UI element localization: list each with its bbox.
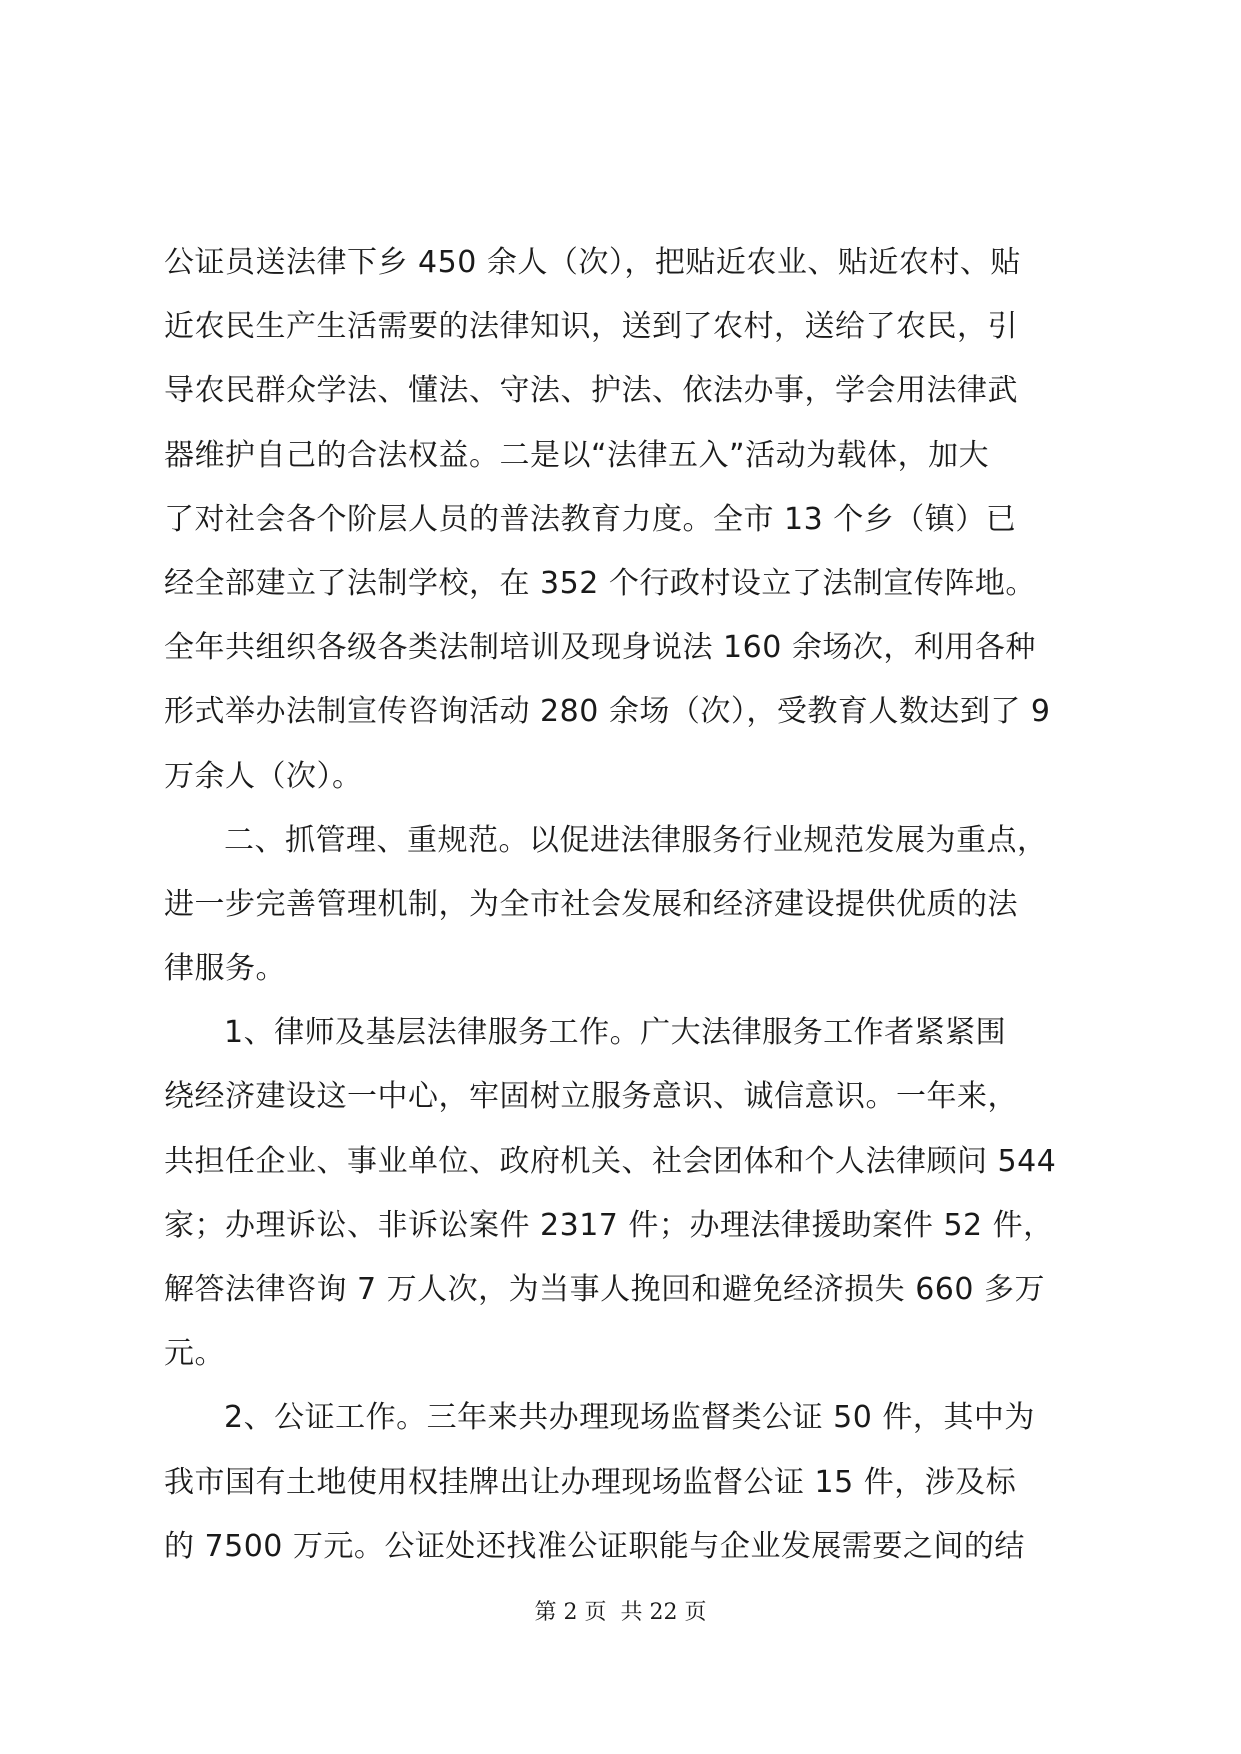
- text-line: 1、律师及基层法律服务工作。广大法律服务工作者紧紧围: [224, 1015, 1007, 1051]
- text-line: 解答法律咨询 7 万人次，为当事人挽回和避免经济损失 660 多万: [164, 1272, 1045, 1307]
- text-line: 进一步完善管理机制，为全市社会发展和经济建设提供优质的法: [164, 886, 1018, 922]
- text-line: 万余人（次）。: [164, 758, 363, 794]
- text-line: 绕经济建设这一中心，牢固树立服务意识、诚信意识。一年来，: [164, 1079, 1018, 1115]
- text-line: 导农民群众学法、懂法、守法、护法、依法办事，学会用法律武: [164, 373, 1018, 409]
- text-line: 近农民生产生活需要的法律知识，送到了农村，送给了农民，引: [164, 309, 1018, 345]
- text-line: 共担任企业、事业单位、政府机关、社会团体和个人法律顾问 544: [164, 1143, 1057, 1179]
- page-total: 共 22 页: [620, 1600, 707, 1625]
- text-line: 的 7500 万元。公证处还找准公证职能与企业发展需要之间的结: [164, 1528, 1025, 1564]
- text-line: 家；办理诉讼、非诉讼案件 2317 件；办理法律援助案件 52 件，: [164, 1207, 1054, 1243]
- text-line: 经全部建立了法制学校，在 352 个行政村设立了法制宣传阵地。: [164, 565, 1036, 601]
- text-line: 全年共组织各级各类法制培训及现身说法 160 余场次，利用各种: [164, 630, 1036, 666]
- text-line: 公证员送法律下乡 450 余人（次），把贴近农业、贴近农村、贴: [164, 245, 1021, 280]
- page-footer: [0, 1598, 1241, 1628]
- text-line: 了对社会各个阶层人员的普法教育力度。全市 13 个乡（镇）已: [164, 501, 1017, 537]
- document-body: [164, 231, 1084, 1579]
- text-line: 形式举办法制宣传咨询活动 280 余场（次），受教育人数达到了 9: [164, 694, 1051, 730]
- text-line: 二、抓管理、重规范。以促进法律服务行业规范发展为重点，: [224, 822, 1048, 858]
- text-line: 器维护自己的合法权益。二是以“法律五入”活动为载体，加大: [164, 437, 990, 473]
- text-line: 元。: [164, 1336, 225, 1372]
- text-line: 2、公证工作。三年来共办理现场监督类公证 50 件，其中为: [224, 1400, 1035, 1436]
- text-line: 律服务。: [164, 951, 286, 987]
- page-number: 第 2 页: [534, 1600, 607, 1625]
- text-line: 我市国有土地使用权挂牌出让办理现场监督公证 15 件，涉及标: [164, 1464, 1017, 1500]
